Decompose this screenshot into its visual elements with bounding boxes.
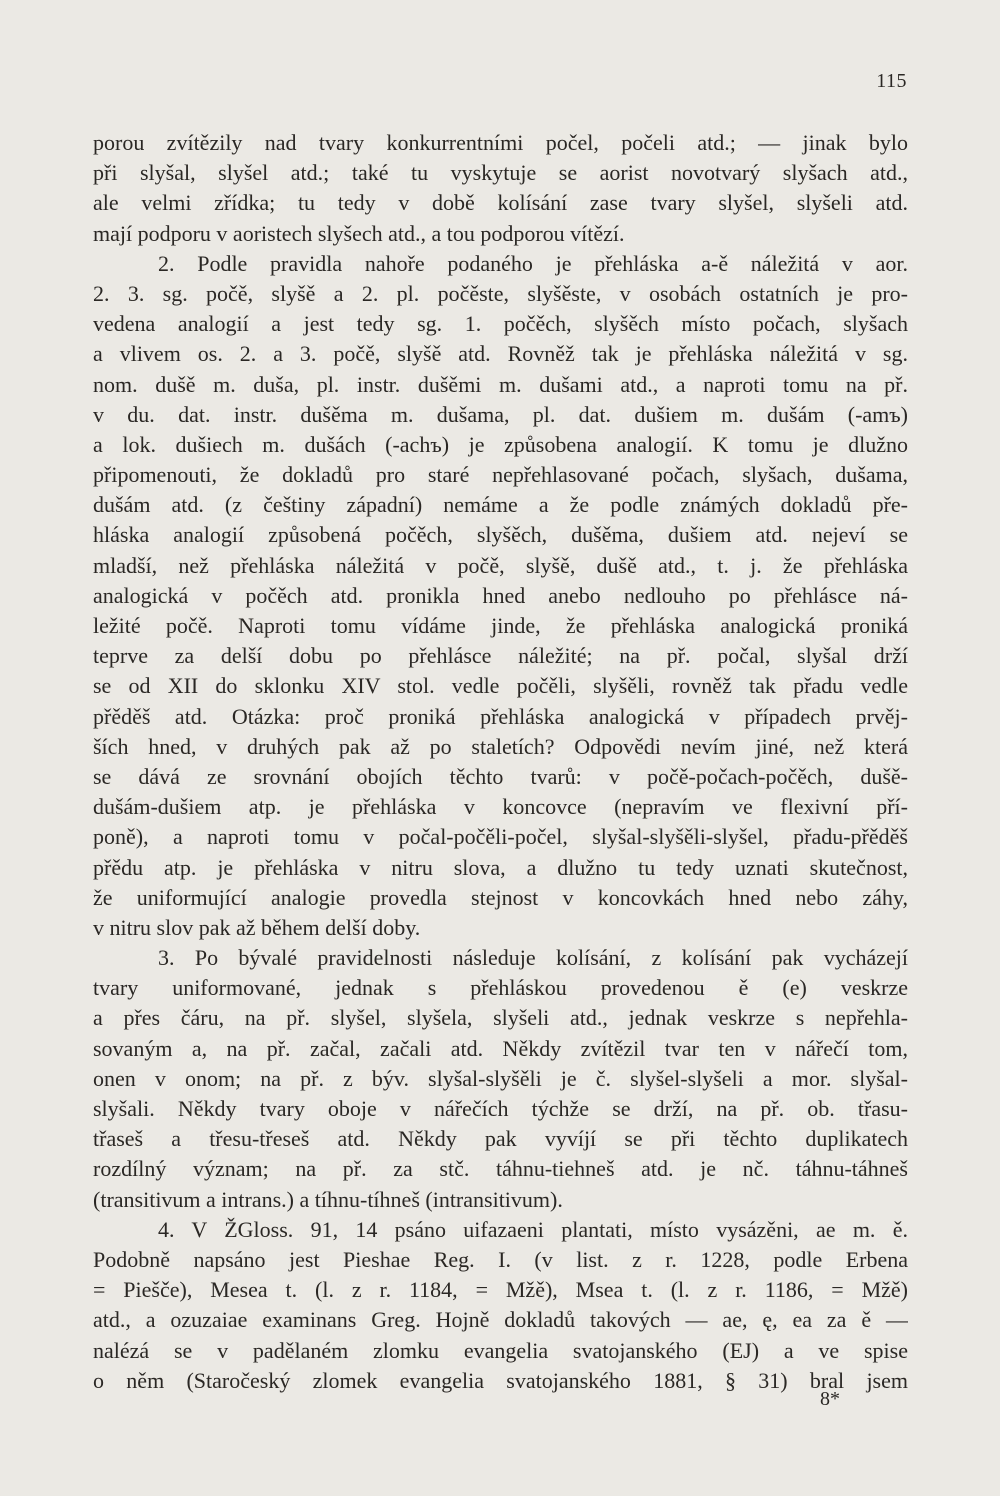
text-line: že uniformující analogie provedla stejnost v koncovkách hned nebo záhy, <box>93 884 908 910</box>
text-line: ležité počě. Naproti tomu vídáme jinde, že přehláska analogická proniká <box>93 613 908 638</box>
text-line: onen v onom; na př. z býv. slyšal-slyšěli je č. slyšel-slyšeli a mor. slyšal- <box>93 1065 908 1091</box>
text-line: vedena analogií a jest tedy sg. 1. počěch, slyšěch místo počach, slyšach <box>93 311 908 337</box>
text-line: ale velmi zřídka; tu tedy v době kolísání zase tvary slyšel, slyšeli atd. <box>93 190 908 216</box>
text-line: hláska analogií způsobená počěch, slyšěch, dušěma, dušiem atd. nejeví se <box>93 522 908 548</box>
text-line: a vlivem os. 2. a 3. počě, slyšě atd. Rovněž tak je přehláska náležitá v sg. <box>93 341 908 367</box>
text-line: mladší, než přehláska náležitá v počě, slyšě, dušě atd., t. j. že přehláska <box>93 552 908 578</box>
page-number: 115 <box>876 70 907 92</box>
text-line: o něm (Staročeský zlomek evangelia svatojanského 1881, § 31) bral jsem <box>93 1367 908 1393</box>
text-line: ších hned, v druhých pak až po staletích? Odpovědi nevím jiné, než která <box>93 733 908 759</box>
text-line: mají podporu v aoristech slyšech atd., a tou podporou vítězí. <box>93 220 625 246</box>
text-line: 2. Podle pravidla nahoře podaného je přehláska a-ě náležitá v aor. <box>158 250 908 276</box>
text-line: analogická v počěch atd. pronikla hned anebo nedlouho po přehlásce ná- <box>93 582 908 608</box>
text-line: se od XII do sklonku XIV stol. vedle počěli, slyšěli, rovněž tak přadu vedle <box>93 673 908 699</box>
text-line: 4. V ŽGloss. 91, 14 psáno uifazaeni plantati, místo vysázěni, ae m. ě. <box>158 1216 908 1242</box>
body-text <box>93 128 908 1396</box>
text-line: při slyšal, slyšel atd.; také tu vyskytuje se aorist novotvarý slyšach atd., <box>93 160 908 186</box>
text-line: v du. dat. instr. dušěma m. dušama, pl. dat. dušiem m. dušám (-amъ) <box>93 401 908 427</box>
text-line: (transitivum a intrans.) a tíhnu-tíhneš (intransitivum). <box>93 1186 563 1212</box>
text-line: dušám-dušiem atp. je přehláska v koncovce (nepravím ve flexivní pří- <box>93 794 908 820</box>
text-line: v nitru slov pak až během delší doby. <box>93 914 421 940</box>
text-line: přědu atp. je přehláska v nitru slova, a dlužno tu tedy uznati skutečnost, <box>93 854 908 880</box>
text-line: 2. 3. sg. počě, slyšě a 2. pl. počěste, slyšěste, v osobách ostatních je pro- <box>93 280 908 306</box>
text-line: porou zvítězily nad tvary konkurrentními počel, počeli atd.; — jinak bylo <box>93 130 908 155</box>
text-line: se dává ze srovnání obojích těchto tvarů: v počě-počach-počěch, dušě- <box>93 763 908 789</box>
text-line: dušám atd. (z češtiny západní) nemáme a že podle známých dokladů pře- <box>93 492 908 518</box>
text-line: atd., a ozuzaiae examinans Greg. Hojně dokladů takových — ae, ę, ea za ě — <box>93 1307 908 1333</box>
text-line: třaseš a třesu-třeseš atd. Někdy pak vyvíjí se při těchto duplikatech <box>93 1126 908 1152</box>
text-line: poně), a naproti tomu v počal-počěli-počel, slyšal-slyšěli-slyšel, přadu-přěděš <box>93 824 908 850</box>
text-line: tvary uniformované, jednak s přehláskou provedenou ě (e) veskrze <box>93 975 908 1001</box>
text-line: sovaným a, na př. začal, začali atd. Někdy zvítězil tvar ten v nářečí tom, <box>93 1035 908 1061</box>
text-line: a přes čáru, na př. slyšel, slyšela, slyšeli atd., jednak veskrze s nepřehla- <box>93 1005 908 1031</box>
text-line: nalézá se v padělaném zlomku evangelia svatojanského (EJ) a ve spise <box>93 1337 908 1363</box>
text-line: přěděš atd. Otázka: proč proniká přehláska analogická v případech prvěj- <box>93 703 908 729</box>
text-line: slyšali. Někdy tvary oboje v nářečích týchže se drží, na př. ob. třasu- <box>93 1096 908 1121</box>
text-line: nom. dušě m. duša, pl. instr. dušěmi m. dušami atd., a naproti tomu na př. <box>93 371 908 397</box>
text-line: 3. Po bývalé pravidelnosti následuje kolísání, z kolísání pak vycházejí <box>158 945 908 971</box>
text-line: Podobně napsáno jest Pieshae Reg. I. (v list. z r. 1228, podle Erbena <box>93 1246 908 1272</box>
signature-mark: 8* <box>820 1388 840 1410</box>
text-line: = Piešče), Mesea t. (l. z r. 1184, = Mžě), Msea t. (l. z r. 1186, = Mžě) <box>93 1277 908 1303</box>
text-line: rozdílný význam; na př. za stč. táhnu-tiehneš atd. je nč. táhnu-táhneš <box>93 1156 908 1182</box>
text-line: a lok. dušiech m. dušách (-achъ) je způsobena analogií. K tomu je dlužno <box>93 431 908 457</box>
text-line: teprve za delší dobu po přehlásce náležité; na př. počal, slyšal drží <box>93 643 908 669</box>
text-line: připomenouti, že dokladů pro staré nepřehlasované počach, slyšach, dušama, <box>93 462 908 488</box>
